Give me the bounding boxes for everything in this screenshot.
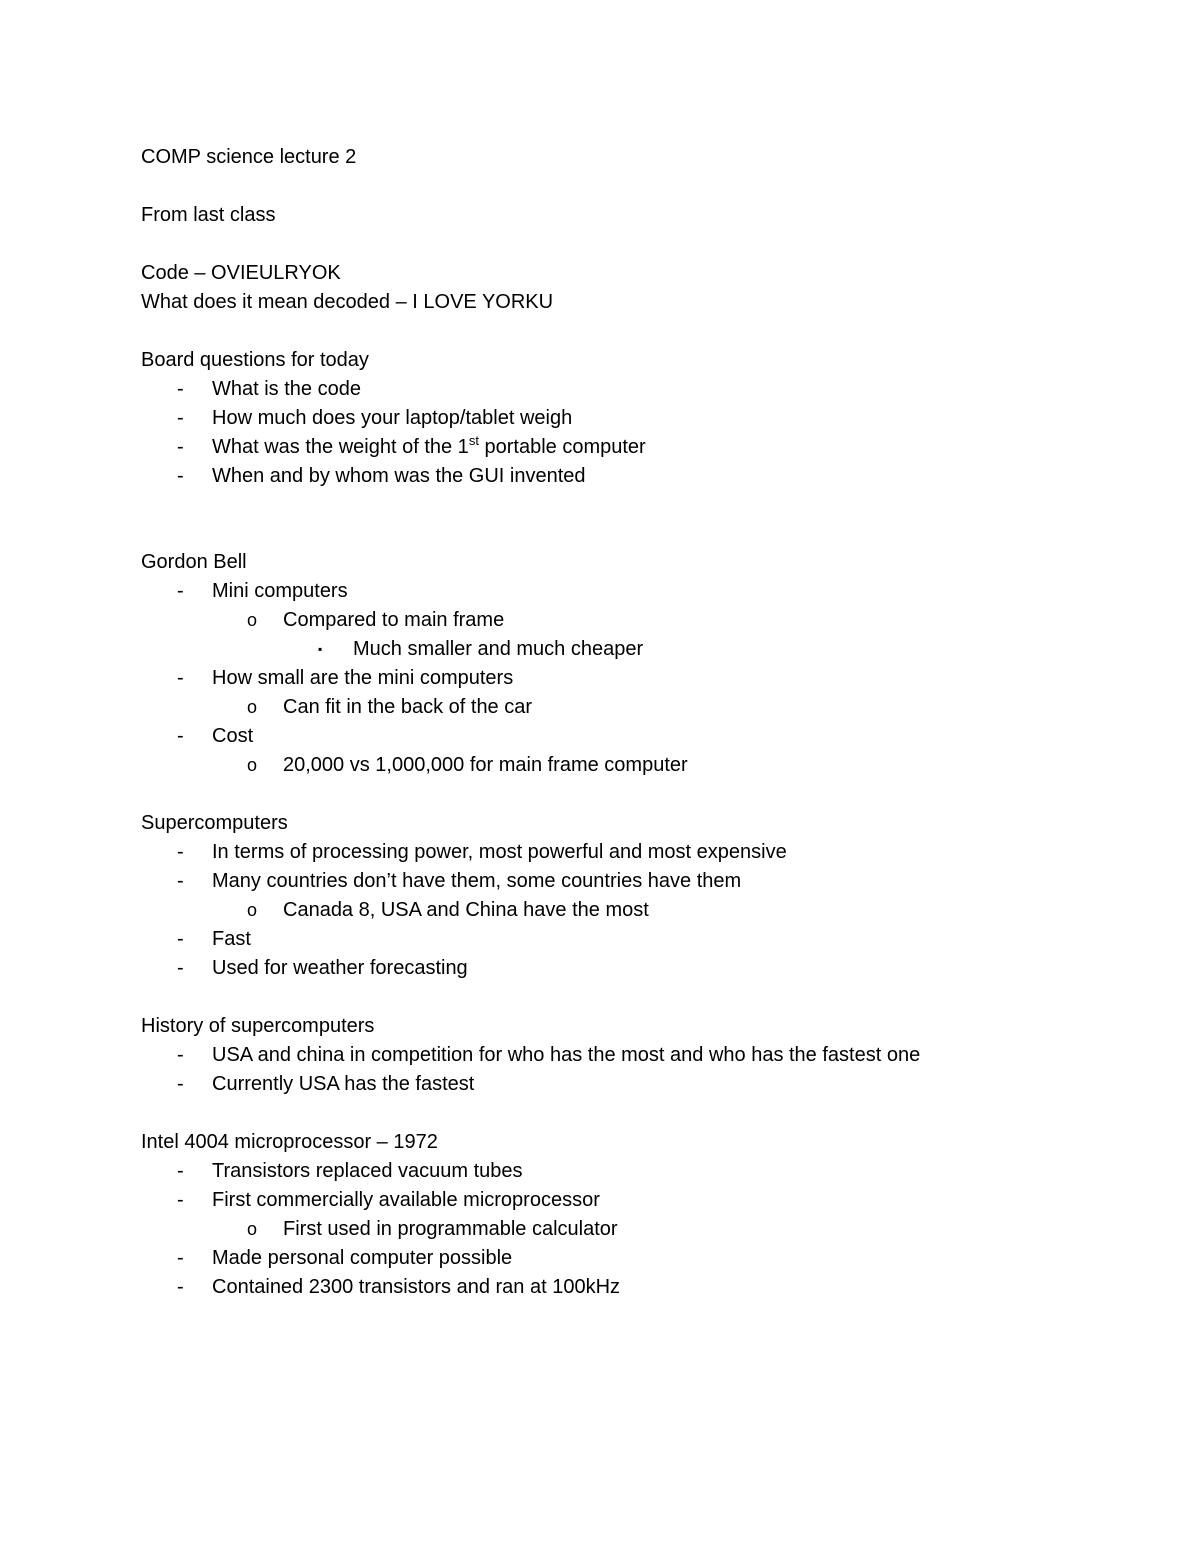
dash-bullet: -: [177, 667, 184, 689]
list-item: - Contained 2300 transistors and ran at 100kHz: [141, 1273, 1101, 1302]
list-item: - First commercially available microprocessor: [141, 1186, 1101, 1215]
list-item: o 20,000 vs 1,000,000 for main frame computer: [141, 751, 1101, 780]
dash-bullet: -: [177, 1189, 184, 1211]
list-item: - Mini computers: [141, 577, 1101, 606]
lecture-notes: [141, 143, 1101, 1302]
dash-bullet: -: [177, 580, 184, 602]
dash-bullet: -: [177, 436, 184, 458]
code-line: Code – OVIEULRYOK: [141, 262, 341, 284]
history-heading: History of supercomputers: [141, 1015, 375, 1037]
from-last-class-heading: From last class: [141, 204, 276, 226]
dash-bullet: -: [177, 407, 184, 429]
list-item: ▪ Much smaller and much cheaper: [141, 635, 1101, 664]
gordon-bell-heading: Gordon Bell: [141, 551, 247, 573]
list-item: - Used for weather forecasting: [141, 954, 1101, 983]
dash-bullet: -: [177, 870, 184, 892]
dash-bullet: -: [177, 1073, 184, 1095]
list-item: - In terms of processing power, most powerful and most expensive: [141, 838, 1101, 867]
dash-bullet: -: [177, 1044, 184, 1066]
list-item: - How small are the mini computers: [141, 664, 1101, 693]
dash-bullet: -: [177, 841, 184, 863]
list-item: - USA and china in competition for who has the most and who has the fastest one: [141, 1041, 1101, 1070]
decoded-line: What does it mean decoded – I LOVE YORKU: [141, 291, 554, 313]
list-item: o Can fit in the back of the car: [141, 693, 1101, 722]
circle-bullet: o: [247, 755, 258, 775]
list-item: - What is the code: [141, 375, 1101, 404]
list-item: o Canada 8, USA and China have the most: [141, 896, 1101, 925]
list-item: - When and by whom was the GUI invented: [141, 462, 1101, 491]
page-title: COMP science lecture 2: [141, 146, 357, 168]
list-item: - Fast: [141, 925, 1101, 954]
dash-bullet: -: [177, 465, 184, 487]
square-bullet: ▪: [318, 642, 323, 656]
dash-bullet: -: [177, 378, 184, 400]
list-item: - How much does your laptop/tablet weigh: [141, 404, 1101, 433]
circle-bullet: o: [247, 610, 258, 630]
dash-bullet: -: [177, 1247, 184, 1269]
list-item: - What was the weight of the 1st portable computer: [141, 433, 1101, 462]
list-item: - Currently USA has the fastest: [141, 1070, 1101, 1099]
list-item: o Compared to main frame: [141, 606, 1101, 635]
circle-bullet: o: [247, 697, 258, 717]
list-item: - Cost: [141, 722, 1101, 751]
dash-bullet: -: [177, 957, 184, 979]
list-item: o First used in programmable calculator: [141, 1215, 1101, 1244]
list-item: - Made personal computer possible: [141, 1244, 1101, 1273]
dash-bullet: -: [177, 725, 184, 747]
supercomputers-heading: Supercomputers: [141, 812, 288, 834]
list-item: - Transistors replaced vacuum tubes: [141, 1157, 1101, 1186]
dash-bullet: -: [177, 1276, 184, 1298]
board-questions-heading: Board questions for today: [141, 349, 369, 371]
list-item: - Many countries don’t have them, some countries have them: [141, 867, 1101, 896]
circle-bullet: o: [247, 900, 258, 920]
dash-bullet: -: [177, 928, 184, 950]
intel-heading: Intel 4004 microprocessor – 1972: [141, 1131, 438, 1153]
circle-bullet: o: [247, 1219, 258, 1239]
dash-bullet: -: [177, 1160, 184, 1182]
